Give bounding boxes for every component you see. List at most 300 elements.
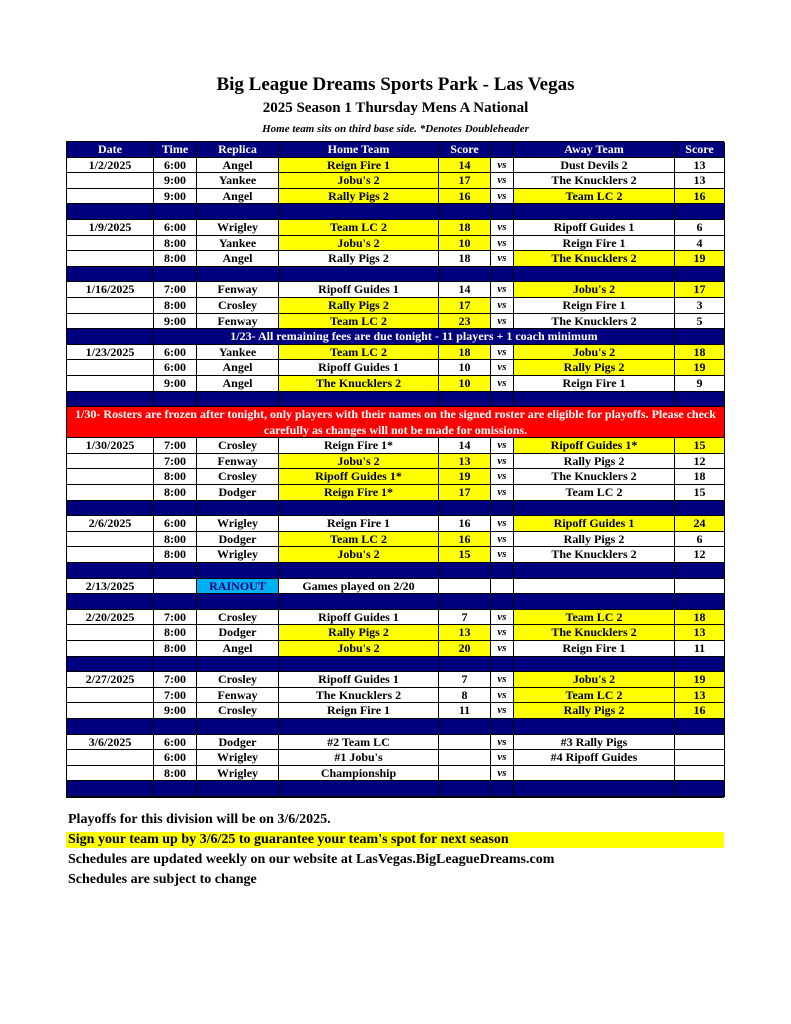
game-date xyxy=(67,376,154,392)
week-separator xyxy=(197,719,279,735)
week-separator xyxy=(675,392,725,408)
game-field: Crosley xyxy=(197,438,279,454)
game-field: Fenway xyxy=(197,282,279,298)
week-separator xyxy=(67,719,154,735)
away-score: 9 xyxy=(675,376,725,392)
header-date: Date xyxy=(67,142,154,158)
game-field: Crosley xyxy=(197,298,279,314)
vs-label: vs xyxy=(491,688,514,704)
home-team: Rally Pigs 2 xyxy=(279,625,439,641)
home-team: Jobu's 2 xyxy=(279,454,439,470)
away-team: Dust Devils 2 xyxy=(514,158,675,174)
home-score: 10 xyxy=(439,360,491,376)
away-team: The Knucklers 2 xyxy=(514,547,675,563)
week-separator xyxy=(67,563,154,579)
week-separator xyxy=(439,719,491,735)
away-score: 12 xyxy=(675,547,725,563)
game-field: Yankee xyxy=(197,236,279,252)
away-team: Team LC 2 xyxy=(514,610,675,626)
week-separator xyxy=(439,392,491,408)
game-time: 8:00 xyxy=(154,641,197,657)
home-score: 10 xyxy=(439,376,491,392)
vs-label: vs xyxy=(491,454,514,470)
week-separator xyxy=(154,501,197,517)
away-team: The Knucklers 2 xyxy=(514,469,675,485)
home-team: Jobu's 2 xyxy=(279,547,439,563)
schedule-table xyxy=(66,141,724,798)
away-team: Reign Fire 1 xyxy=(514,641,675,657)
game-time: 9:00 xyxy=(154,314,197,330)
away-score: 24 xyxy=(675,516,725,532)
week-separator xyxy=(675,594,725,610)
week-separator xyxy=(491,781,514,797)
game-field: Crosley xyxy=(197,610,279,626)
week-separator xyxy=(439,657,491,673)
week-separator xyxy=(67,781,154,797)
home-score: 17 xyxy=(439,298,491,314)
week-separator xyxy=(279,781,439,797)
week-separator xyxy=(675,781,725,797)
away-score xyxy=(675,735,725,751)
game-date xyxy=(67,469,154,485)
game-date xyxy=(67,766,154,782)
game-time: 6:00 xyxy=(154,750,197,766)
away-team: #4 Ripoff Guides xyxy=(514,750,675,766)
vs-label: vs xyxy=(491,516,514,532)
vs-label: vs xyxy=(491,485,514,501)
game-date xyxy=(67,688,154,704)
game-time: 8:00 xyxy=(154,532,197,548)
game-time: 9:00 xyxy=(154,173,197,189)
week-separator xyxy=(514,267,675,283)
week-separator xyxy=(279,501,439,517)
game-date xyxy=(67,298,154,314)
home-score: 18 xyxy=(439,251,491,267)
week-separator xyxy=(67,329,154,345)
home-score: 15 xyxy=(439,547,491,563)
page-title: Big League Dreams Sports Park - Las Vegas xyxy=(216,74,575,95)
week-separator xyxy=(67,594,154,610)
away-team: Rally Pigs 2 xyxy=(514,454,675,470)
away-score: 15 xyxy=(675,485,725,501)
away-score: 18 xyxy=(675,345,725,361)
game-field: Crosley xyxy=(197,469,279,485)
vs-label: vs xyxy=(491,282,514,298)
week-separator xyxy=(675,329,725,345)
vs-label: vs xyxy=(491,703,514,719)
vs-label: vs xyxy=(491,625,514,641)
game-field: Angel xyxy=(197,158,279,174)
week-separator xyxy=(154,392,197,408)
home-team: The Knucklers 2 xyxy=(279,688,439,704)
game-field: Yankee xyxy=(197,345,279,361)
away-team: Rally Pigs 2 xyxy=(514,703,675,719)
game-date: 1/23/2025 xyxy=(67,345,154,361)
week-separator xyxy=(197,563,279,579)
home-team: Ripoff Guides 1* xyxy=(279,469,439,485)
week-separator xyxy=(439,781,491,797)
game-time: 7:00 xyxy=(154,438,197,454)
away-score: 19 xyxy=(675,251,725,267)
game-date: 1/2/2025 xyxy=(67,158,154,174)
game-time: 6:00 xyxy=(154,158,197,174)
empty-cell xyxy=(491,579,514,595)
vs-label: vs xyxy=(491,360,514,376)
game-date xyxy=(67,454,154,470)
game-time: 7:00 xyxy=(154,282,197,298)
away-team: The Knucklers 2 xyxy=(514,251,675,267)
header-away-score: Score xyxy=(675,142,725,158)
fees-notice: 1/23- All remaining fees are due tonight - 11 players + 1 coach minimum xyxy=(154,329,675,345)
week-separator xyxy=(675,563,725,579)
game-field: Wrigley xyxy=(197,547,279,563)
game-time: 8:00 xyxy=(154,485,197,501)
home-score: 14 xyxy=(439,282,491,298)
game-field: Angel xyxy=(197,360,279,376)
home-score: 13 xyxy=(439,625,491,641)
away-score: 13 xyxy=(675,688,725,704)
game-field: Wrigley xyxy=(197,750,279,766)
header-home-score: Score xyxy=(439,142,491,158)
game-field: Wrigley xyxy=(197,516,279,532)
away-team: Ripoff Guides 1 xyxy=(514,516,675,532)
game-time: 7:00 xyxy=(154,610,197,626)
away-team: Rally Pigs 2 xyxy=(514,360,675,376)
game-date xyxy=(67,641,154,657)
game-date xyxy=(67,547,154,563)
game-field: Wrigley xyxy=(197,766,279,782)
game-field: Angel xyxy=(197,251,279,267)
away-team: Reign Fire 1 xyxy=(514,298,675,314)
away-team: The Knucklers 2 xyxy=(514,625,675,641)
away-score xyxy=(675,766,725,782)
away-team: Ripoff Guides 1* xyxy=(514,438,675,454)
home-score: 11 xyxy=(439,703,491,719)
away-score: 13 xyxy=(675,173,725,189)
game-date xyxy=(67,360,154,376)
season-subtitle: 2025 Season 1 Thursday Mens A National xyxy=(262,100,529,116)
game-date xyxy=(67,314,154,330)
vs-label: vs xyxy=(491,750,514,766)
game-time: 6:00 xyxy=(154,360,197,376)
game-date xyxy=(67,189,154,205)
home-score: 13 xyxy=(439,454,491,470)
home-score: 18 xyxy=(439,220,491,236)
home-score xyxy=(439,750,491,766)
game-time: 6:00 xyxy=(154,345,197,361)
week-separator xyxy=(439,501,491,517)
week-separator xyxy=(514,719,675,735)
game-field: Fenway xyxy=(197,314,279,330)
game-time: 6:00 xyxy=(154,220,197,236)
week-separator xyxy=(491,563,514,579)
game-field: Wrigley xyxy=(197,220,279,236)
game-time: 8:00 xyxy=(154,547,197,563)
home-team: #2 Team LC xyxy=(279,735,439,751)
home-team: #1 Jobu's xyxy=(279,750,439,766)
week-separator xyxy=(154,267,197,283)
header-home-team: Home Team xyxy=(279,142,439,158)
header-replica: Replica xyxy=(197,142,279,158)
game-time: 9:00 xyxy=(154,376,197,392)
week-separator xyxy=(675,267,725,283)
away-team: Reign Fire 1 xyxy=(514,376,675,392)
week-separator xyxy=(154,204,197,220)
week-separator xyxy=(279,594,439,610)
game-date: 2/6/2025 xyxy=(67,516,154,532)
away-score: 18 xyxy=(675,610,725,626)
header-away-team: Away Team xyxy=(514,142,675,158)
week-separator xyxy=(197,267,279,283)
week-separator xyxy=(491,267,514,283)
game-field: Dodger xyxy=(197,532,279,548)
home-team: Reign Fire 1 xyxy=(279,703,439,719)
vs-label: vs xyxy=(491,532,514,548)
away-team: Jobu's 2 xyxy=(514,672,675,688)
week-separator xyxy=(279,267,439,283)
week-separator xyxy=(491,594,514,610)
empty-cell xyxy=(439,579,491,595)
home-score: 16 xyxy=(439,189,491,205)
home-team: Rally Pigs 2 xyxy=(279,298,439,314)
vs-label: vs xyxy=(491,345,514,361)
game-field: Yankee xyxy=(197,173,279,189)
home-team: Team LC 2 xyxy=(279,220,439,236)
game-date xyxy=(67,236,154,252)
week-separator xyxy=(154,719,197,735)
away-score: 17 xyxy=(675,282,725,298)
away-team: Ripoff Guides 1 xyxy=(514,220,675,236)
home-team: Ripoff Guides 1 xyxy=(279,360,439,376)
empty-cell xyxy=(675,579,725,595)
week-separator xyxy=(514,594,675,610)
away-score: 15 xyxy=(675,438,725,454)
playoffs-note: Playoffs for this division will be on 3/6/2025. xyxy=(68,812,331,827)
week-separator xyxy=(491,719,514,735)
away-team: Reign Fire 1 xyxy=(514,236,675,252)
game-date xyxy=(67,532,154,548)
week-separator xyxy=(154,781,197,797)
game-time: 6:00 xyxy=(154,735,197,751)
header-vs xyxy=(491,142,514,158)
home-score: 19 xyxy=(439,469,491,485)
game-field: Angel xyxy=(197,641,279,657)
away-team: Team LC 2 xyxy=(514,189,675,205)
game-date: 1/30/2025 xyxy=(67,438,154,454)
home-score: 23 xyxy=(439,314,491,330)
home-team: Team LC 2 xyxy=(279,532,439,548)
away-team: Jobu's 2 xyxy=(514,282,675,298)
game-field: Angel xyxy=(197,376,279,392)
week-separator xyxy=(491,501,514,517)
home-score: 10 xyxy=(439,236,491,252)
home-score xyxy=(439,735,491,751)
vs-label: vs xyxy=(491,672,514,688)
week-separator xyxy=(514,501,675,517)
game-time: 8:00 xyxy=(154,251,197,267)
change-note: Schedules are subject to change xyxy=(68,872,257,887)
vs-label: vs xyxy=(491,610,514,626)
week-separator xyxy=(154,563,197,579)
week-separator xyxy=(67,204,154,220)
rainout-note: Games played on 2/20 xyxy=(279,579,439,595)
week-separator xyxy=(491,657,514,673)
week-separator xyxy=(154,657,197,673)
away-score: 6 xyxy=(675,532,725,548)
home-score: 17 xyxy=(439,485,491,501)
website-note: Schedules are updated weekly on our website at LasVegas.BigLeagueDreams.com xyxy=(68,852,555,867)
game-date: 1/9/2025 xyxy=(67,220,154,236)
away-score: 4 xyxy=(675,236,725,252)
home-score: 17 xyxy=(439,173,491,189)
game-field: Dodger xyxy=(197,485,279,501)
vs-label: vs xyxy=(491,735,514,751)
home-team: Championship xyxy=(279,766,439,782)
vs-label: vs xyxy=(491,189,514,205)
home-score: 14 xyxy=(439,438,491,454)
vs-label: vs xyxy=(491,298,514,314)
home-team: Reign Fire 1* xyxy=(279,485,439,501)
home-team: Rally Pigs 2 xyxy=(279,189,439,205)
week-separator xyxy=(675,204,725,220)
game-time: 7:00 xyxy=(154,454,197,470)
game-time: 7:00 xyxy=(154,672,197,688)
vs-label: vs xyxy=(491,220,514,236)
away-team xyxy=(514,766,675,782)
week-separator xyxy=(514,392,675,408)
home-score: 20 xyxy=(439,641,491,657)
game-time: 8:00 xyxy=(154,236,197,252)
away-team: Team LC 2 xyxy=(514,688,675,704)
week-separator xyxy=(279,204,439,220)
vs-label: vs xyxy=(491,236,514,252)
home-team: Rally Pigs 2 xyxy=(279,251,439,267)
game-date xyxy=(67,251,154,267)
game-date: 2/13/2025 xyxy=(67,579,154,595)
week-separator xyxy=(197,781,279,797)
away-score xyxy=(675,750,725,766)
week-separator xyxy=(197,501,279,517)
game-time xyxy=(154,579,197,595)
game-field: Fenway xyxy=(197,454,279,470)
vs-label: vs xyxy=(491,766,514,782)
vs-label: vs xyxy=(491,469,514,485)
vs-label: vs xyxy=(491,438,514,454)
week-separator xyxy=(279,657,439,673)
week-separator xyxy=(67,267,154,283)
game-date: 2/27/2025 xyxy=(67,672,154,688)
week-separator xyxy=(67,657,154,673)
week-separator xyxy=(154,594,197,610)
game-time: 8:00 xyxy=(154,766,197,782)
week-separator xyxy=(439,594,491,610)
vs-label: vs xyxy=(491,251,514,267)
home-team: Reign Fire 1 xyxy=(279,158,439,174)
home-score xyxy=(439,766,491,782)
game-time: 8:00 xyxy=(154,625,197,641)
header-time: Time xyxy=(154,142,197,158)
game-date xyxy=(67,703,154,719)
home-score: 14 xyxy=(439,158,491,174)
game-time: 9:00 xyxy=(154,189,197,205)
home-team: Ripoff Guides 1 xyxy=(279,672,439,688)
home-score: 7 xyxy=(439,672,491,688)
away-score: 18 xyxy=(675,469,725,485)
home-team: Reign Fire 1 xyxy=(279,516,439,532)
week-separator xyxy=(514,657,675,673)
game-time: 7:00 xyxy=(154,688,197,704)
week-separator xyxy=(514,781,675,797)
week-separator xyxy=(675,657,725,673)
week-separator xyxy=(439,563,491,579)
away-score: 19 xyxy=(675,672,725,688)
away-score: 19 xyxy=(675,360,725,376)
game-time: 8:00 xyxy=(154,469,197,485)
game-time: 9:00 xyxy=(154,703,197,719)
away-score: 6 xyxy=(675,220,725,236)
away-team: Jobu's 2 xyxy=(514,345,675,361)
game-field: Dodger xyxy=(197,735,279,751)
home-score: 16 xyxy=(439,532,491,548)
home-team-note: Home team sits on third base side. *Denotes Doubleheader xyxy=(262,123,529,135)
home-team: Ripoff Guides 1 xyxy=(279,282,439,298)
home-score: 18 xyxy=(439,345,491,361)
home-team: Team LC 2 xyxy=(279,314,439,330)
away-team: The Knucklers 2 xyxy=(514,314,675,330)
home-team: Team LC 2 xyxy=(279,345,439,361)
away-score: 12 xyxy=(675,454,725,470)
game-date: 1/16/2025 xyxy=(67,282,154,298)
vs-label: vs xyxy=(491,158,514,174)
week-separator xyxy=(514,563,675,579)
game-date xyxy=(67,485,154,501)
week-separator xyxy=(67,501,154,517)
away-score: 13 xyxy=(675,158,725,174)
game-field: Angel xyxy=(197,189,279,205)
week-separator xyxy=(197,594,279,610)
game-time: 8:00 xyxy=(154,298,197,314)
week-separator xyxy=(67,392,154,408)
game-date xyxy=(67,750,154,766)
vs-label: vs xyxy=(491,314,514,330)
vs-label: vs xyxy=(491,547,514,563)
home-team: Reign Fire 1* xyxy=(279,438,439,454)
home-team: Jobu's 2 xyxy=(279,641,439,657)
week-separator xyxy=(491,204,514,220)
away-team: The Knucklers 2 xyxy=(514,173,675,189)
empty-cell xyxy=(514,579,675,595)
vs-label: vs xyxy=(491,376,514,392)
game-field: Crosley xyxy=(197,672,279,688)
game-date xyxy=(67,173,154,189)
week-separator xyxy=(439,267,491,283)
week-separator xyxy=(279,563,439,579)
home-score: 7 xyxy=(439,610,491,626)
game-field: Fenway xyxy=(197,688,279,704)
vs-label: vs xyxy=(491,641,514,657)
vs-label: vs xyxy=(491,173,514,189)
week-separator xyxy=(197,204,279,220)
week-separator xyxy=(514,204,675,220)
home-team: Ripoff Guides 1 xyxy=(279,610,439,626)
away-score: 11 xyxy=(675,641,725,657)
week-separator xyxy=(675,719,725,735)
roster-freeze-alert: 1/30- Rosters are frozen after tonight, only players with their names on the signed roster are eligible for playoffs. Please check carefully as changes will not be made for omissions. xyxy=(67,407,725,438)
away-score: 3 xyxy=(675,298,725,314)
game-date: 3/6/2025 xyxy=(67,735,154,751)
away-team: #3 Rally Pigs xyxy=(514,735,675,751)
game-time: 6:00 xyxy=(154,516,197,532)
